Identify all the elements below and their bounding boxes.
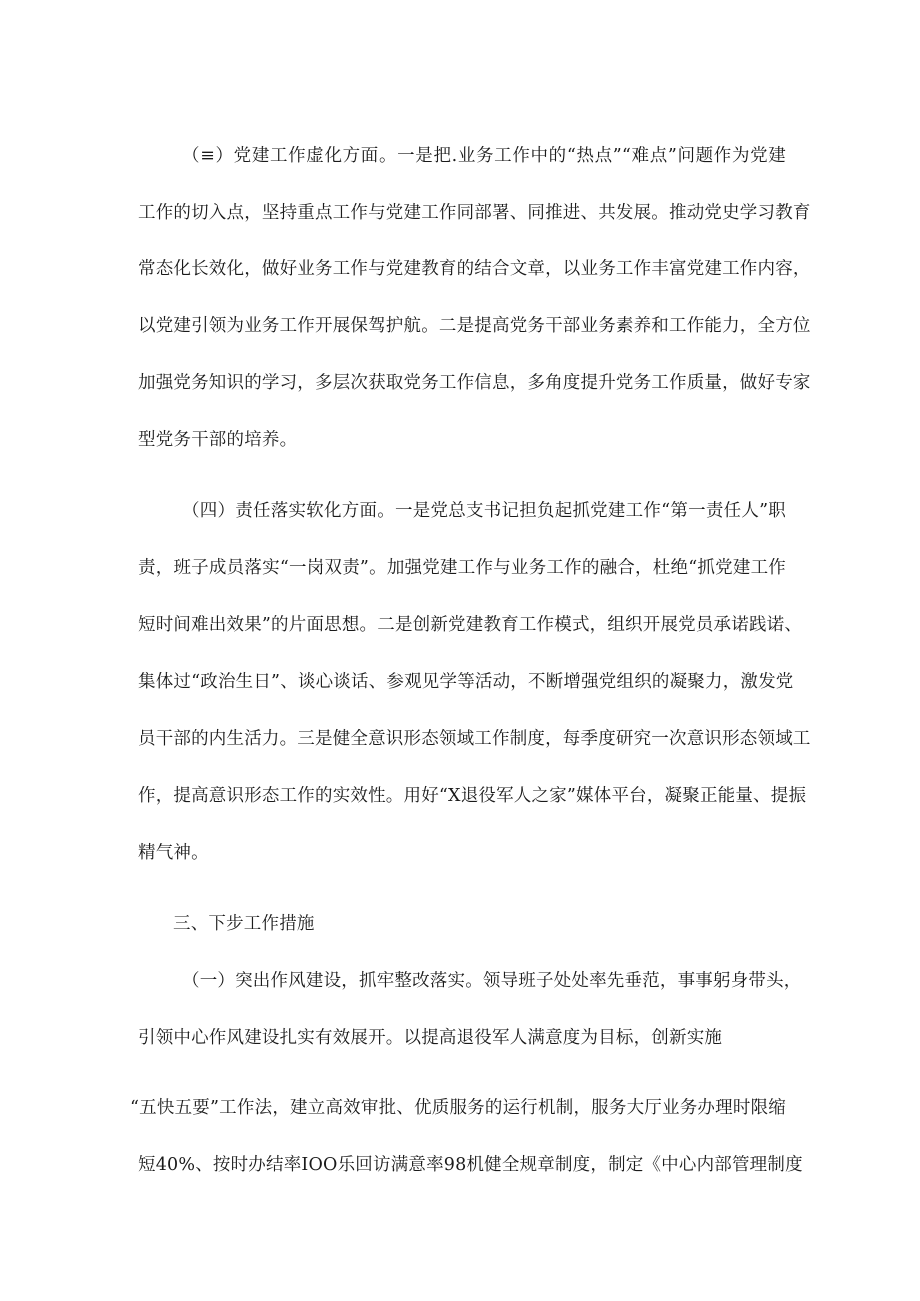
paragraph-line: 引领中心作风建设扎实有效展开。以提高退役军人满意度为目标，创新实施 [138, 1028, 723, 1048]
paragraph-line: “五快五要”工作法，建立高效审批、优质服务的运行机制，服务大厅业务办理时限缩 [130, 1098, 786, 1118]
paragraph-party-work-heading: （≡）党建工作虚化方面。一是把.业务工作中的“热点”“难点”问题作为党建 [182, 146, 786, 166]
paragraph-line: 常态化长效化，做好业务工作与党建教育的结合文章，以业务工作丰富党建工作内容， [138, 259, 811, 279]
paragraph-line: 员干部的内生活力。三是健全意识形态领域工作制度，每季度研究一次意识形态领域工 [138, 729, 811, 749]
paragraph-line: 工作的切入点，坚持重点工作与党建工作同部署、同推进、共发展。推动党史学习教育 [138, 203, 811, 223]
paragraph-line: 作，提高意识形态工作的实效性。用好“X退役军人之家”媒体平台，凝聚正能量、提振 [138, 786, 807, 806]
paragraph-line: 集体过“政治生日”、谈心谈话、参观见学等活动，不断增强党组织的凝聚力，激发党 [138, 672, 794, 692]
section-title: 三、下步工作措施 [173, 914, 315, 934]
paragraph-responsibility-heading: （四）责任落实软化方面。一是党总支书记担负起抓党建工作“第一责任人”职 [182, 501, 786, 521]
paragraph-line: 短时间难出效果”的片面思想。二是创新党建教育工作模式，组织开展党员承诺践诺、 [138, 615, 803, 635]
paragraph-line: 加强党务知识的学习，多层次获取党务工作信息，多角度提升党务工作质量，做好专家 [138, 373, 811, 393]
paragraph-measure-heading: （一）突出作风建设，抓牢整改落实。领导班子处处率先垂范，事事躬身带头， [182, 971, 802, 991]
paragraph-line: 精气神。 [138, 843, 209, 863]
paragraph-line: 责，班子成员落实“一岗双责”。加强党建工作与业务工作的融合，杜绝“抓党建工作 [138, 558, 786, 578]
paragraph-line: 以党建引领为业务工作开展保驾护航。二是提高党务干部业务素养和工作能力，全方位 [138, 316, 811, 336]
paragraph-line: 型党务干部的培养。 [138, 430, 298, 450]
paragraph-line: 短40%、按时办结率IOO乐回访满意率98机健全规章制度，制定《中心内部管理制度 [138, 1155, 803, 1175]
